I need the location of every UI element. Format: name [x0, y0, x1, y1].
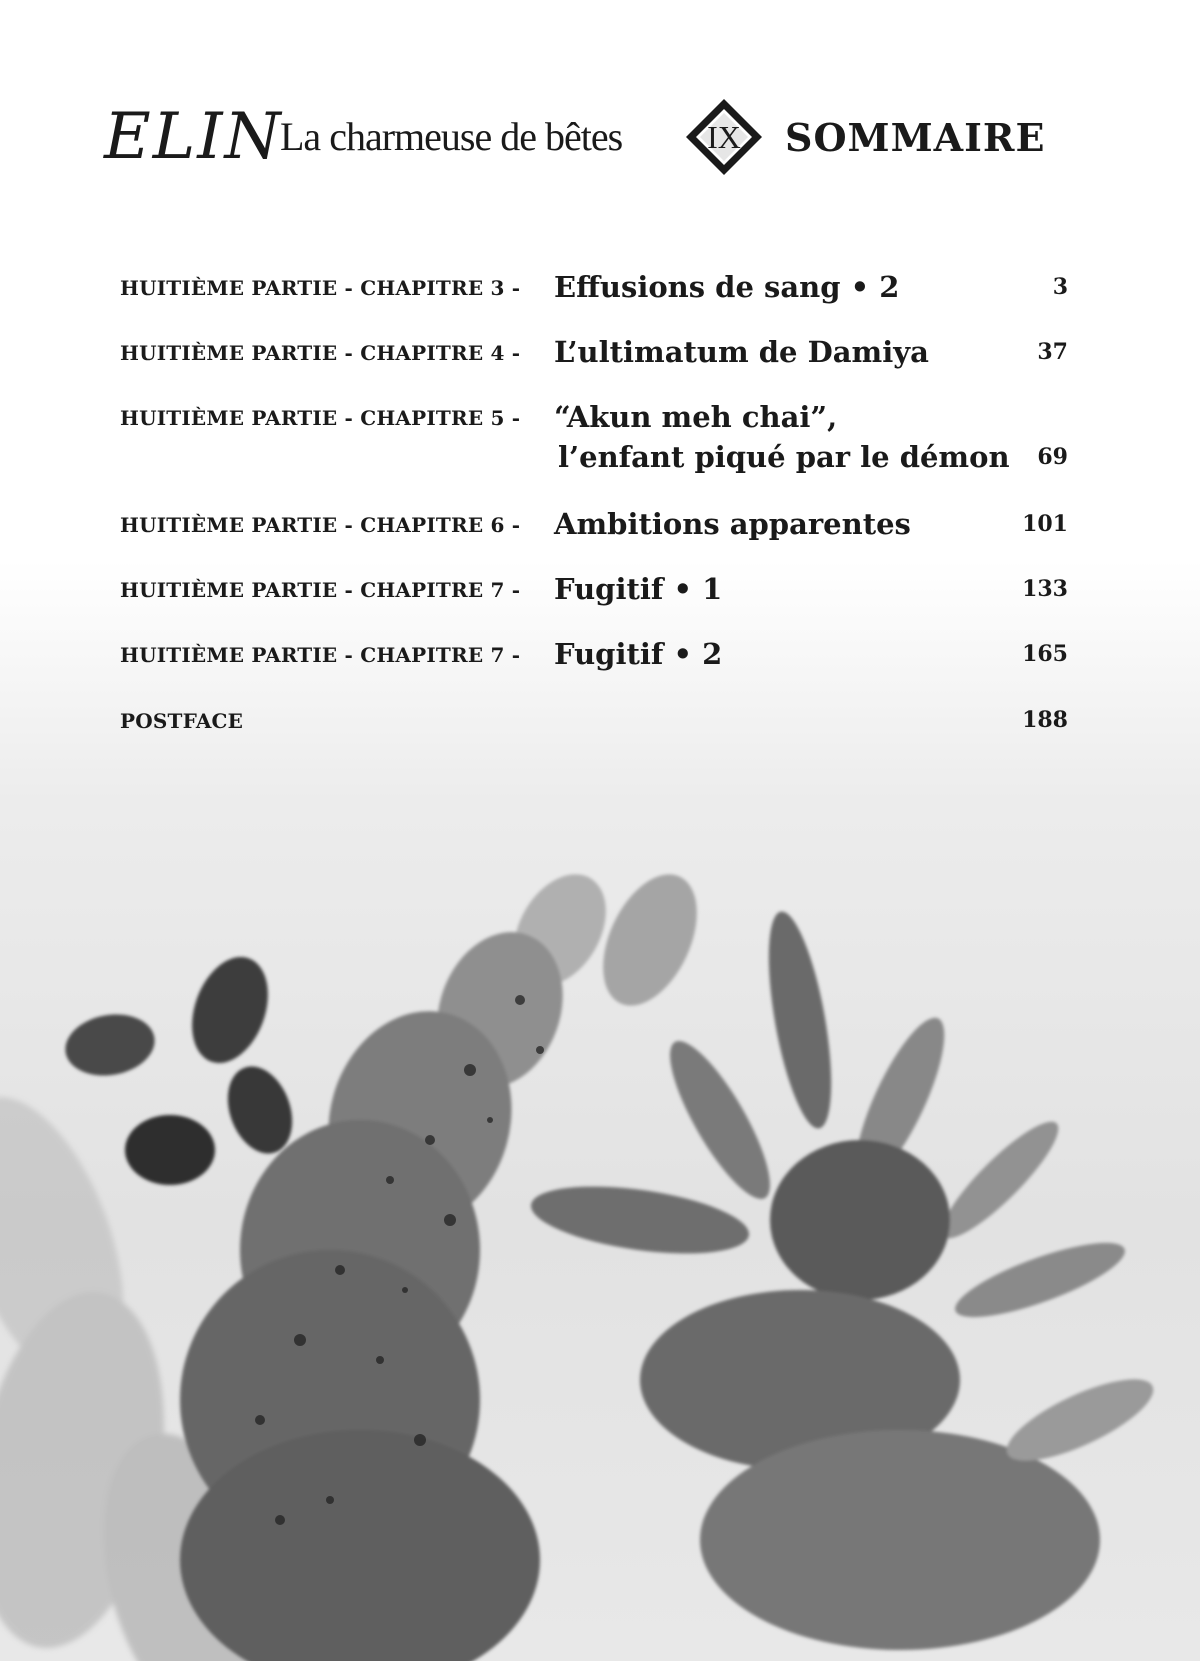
series-subtitle: La charmeuse de bêtes: [280, 114, 623, 159]
toc-part-label: HUITIÈME PARTIE - CHAPITRE 6 -: [120, 513, 521, 537]
toc-page-number: 165: [1022, 641, 1068, 667]
toc-chapter-title: Effusions de sang • 2: [554, 270, 900, 304]
toc-chapter-title: Fugitif • 2: [554, 637, 723, 671]
elin-logo: ELIN: [104, 100, 283, 174]
toc-part-label: HUITIÈME PARTIE - CHAPITRE 4 -: [120, 341, 521, 365]
toc-chapter-title-line2: l’enfant piqué par le démon: [558, 440, 1010, 474]
toc-page-number: 133: [1022, 576, 1068, 602]
page-header: [0, 95, 1200, 185]
toc-part-label: HUITIÈME PARTIE - CHAPITRE 7 -: [120, 643, 521, 667]
toc-part-label: POSTFACE: [120, 709, 244, 733]
toc-page-number: 188: [1022, 707, 1068, 733]
toc-part-label: HUITIÈME PARTIE - CHAPITRE 7 -: [120, 578, 521, 602]
toc-chapter-title: Ambitions apparentes: [554, 507, 911, 541]
toc-part-label: HUITIÈME PARTIE - CHAPITRE 3 -: [120, 276, 521, 300]
toc-part-label: HUITIÈME PARTIE - CHAPITRE 5 -: [120, 406, 521, 430]
volume-numeral: IX: [707, 119, 741, 155]
toc-page-number: 37: [1037, 339, 1068, 365]
toc-chapter-title: Fugitif • 1: [554, 572, 723, 606]
toc-page-number: 3: [1052, 274, 1068, 300]
toc-chapter-title: “Akun meh chai”,: [554, 400, 838, 434]
watercolor-flowers-illustration: [0, 820, 1200, 1661]
toc-chapter-title: L’ultimatum de Damiya: [554, 335, 929, 369]
toc-page-number: 69: [1037, 444, 1068, 470]
toc-page-number: 101: [1022, 511, 1068, 537]
section-title: SOMMAIRE: [785, 115, 1046, 160]
